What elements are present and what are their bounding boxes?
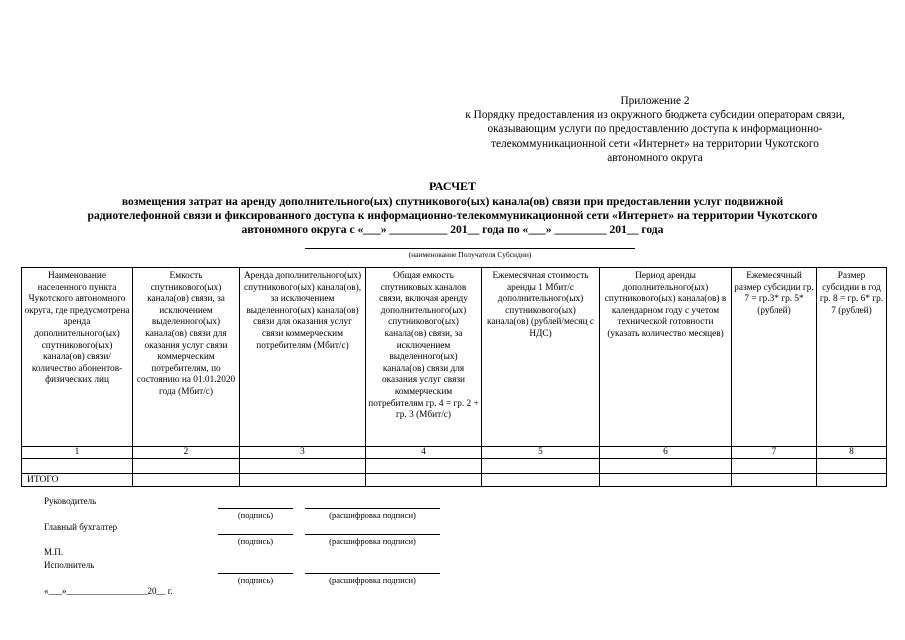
table-cell[interactable] xyxy=(600,474,732,487)
title-line: автономного округа с «___» __________ 201__ года по «___» _________ 201__ года xyxy=(241,223,664,236)
table-cell[interactable] xyxy=(482,474,600,487)
executor-sign-line[interactable] xyxy=(218,573,293,574)
header-cell: Ежемесячная стоимость аренды 1 Мбит/с дополнительного(ых) спутникового(ых) канала(ов) (рублей/месяц с НДС) xyxy=(482,268,600,447)
column-number-row xyxy=(22,447,887,459)
accountant-decode-line[interactable] xyxy=(305,534,440,535)
appendix-block xyxy=(405,94,905,165)
recipient-line xyxy=(305,248,635,249)
column-number: 4 xyxy=(366,447,482,459)
appendix-line: Приложение 2 xyxy=(620,95,690,107)
title-line: возмещения затрат на аренду дополнительного(ых) спутникового(ых) канала(ов) связи при предоставлении услуг подвижной xyxy=(121,195,784,208)
column-number: 2 xyxy=(133,447,240,459)
table-cell[interactable] xyxy=(240,474,366,487)
table-cell[interactable] xyxy=(817,474,887,487)
document-title xyxy=(0,179,905,237)
appendix-line: телекоммуникационной сети «Интернет» на территории Чукотского xyxy=(491,137,819,150)
accountant-sign-line[interactable] xyxy=(218,534,293,535)
appendix-line: оказывающим услуги по предоставлению доступа к информационно- xyxy=(487,123,823,136)
data-row xyxy=(22,459,887,474)
table-cell[interactable] xyxy=(366,459,482,474)
table-cell[interactable] xyxy=(240,459,366,474)
header-cell: Наименование населенного пункта Чукотского автономного округа, где предусмотрена аренда дополнительного(ых) спутникового(ых) канала(ов) связи/количество абонентов-физических лиц xyxy=(22,268,133,447)
decode-caption: (расшифровка подписи) xyxy=(329,575,416,585)
executor-label: Исполнитель xyxy=(44,560,95,570)
appendix-line: к Порядку предоставления из окружного бюджета субсидии операторам связи, xyxy=(465,109,845,122)
head-label: Руководитель xyxy=(44,496,97,506)
head-sign-line[interactable] xyxy=(218,508,293,509)
calculation-table xyxy=(21,267,887,487)
decode-caption: (расшифровка подписи) xyxy=(329,536,416,546)
head-decode-line[interactable] xyxy=(305,508,440,509)
table-cell[interactable] xyxy=(732,474,817,487)
column-number: 3 xyxy=(240,447,366,459)
column-number: 5 xyxy=(482,447,600,459)
header-cell: Ежемесячный размер субсидии гр. 7 = гр.3* гр. 5* (рублей) xyxy=(732,268,817,447)
appendix-line: автономного округа xyxy=(607,151,703,164)
table-cell[interactable] xyxy=(22,459,133,474)
date-line: «___»__________________20__ г. xyxy=(44,586,173,596)
table-cell[interactable] xyxy=(366,474,482,487)
sign-caption: (подпись) xyxy=(237,575,274,585)
recipient-caption: (наименование Получателя Субсидии) xyxy=(408,250,532,259)
table-cell[interactable] xyxy=(482,459,600,474)
header-cell: Размер субсидии в год гр. 8 = гр. 6* гр. 7 (рублей) xyxy=(817,268,887,447)
header-cell: Период аренды дополнительного(ых) спутникового(ых) канала(ов) в календарном году с учетом технической готовности (указать количество месяцев) xyxy=(600,268,732,447)
accountant-label: Главный бухгалтер xyxy=(44,522,118,532)
column-number: 1 xyxy=(22,447,133,459)
sign-caption: (подпись) xyxy=(237,510,274,520)
column-number: 7 xyxy=(732,447,817,459)
table-cell[interactable] xyxy=(600,459,732,474)
executor-decode-line[interactable] xyxy=(305,573,440,574)
total-label: ИТОГО xyxy=(22,474,133,487)
table-cell[interactable] xyxy=(133,474,240,487)
table-cell[interactable] xyxy=(732,459,817,474)
total-row xyxy=(22,474,887,487)
table-cell[interactable] xyxy=(817,459,887,474)
column-number: 6 xyxy=(600,447,732,459)
title-line: радиотелефонной связи и фиксированного доступа к информационно-телекоммуникационной сети «Интернет» на территории Чукотского xyxy=(87,209,818,222)
header-row xyxy=(22,268,887,447)
column-number: 8 xyxy=(817,447,887,459)
sign-caption: (подпись) xyxy=(237,536,274,546)
header-cell: Аренда дополнительного(ых) спутникового(ых) канала(ов), за исключением выделенного(ых) канала(ов) связи для оказания услуг связи коммерческим потребителям (Мбит/с) xyxy=(240,268,366,447)
header-cell: Общая емкость спутниковых каналов связи, включая аренду дополнительного(ых) спутникового(ых) канала(ов) связи, за исключением выделенного(ых) канала(ов) связи для оказания услуг связи коммерческим потребителям гр. 4 = гр. 2 + гр. 3 (Мбит/с) xyxy=(366,268,482,447)
stamp-label: М.П. xyxy=(44,547,64,557)
header-cell: Емкость спутникового(ых) канала(ов) связи, за исключением выделенного(ых) канала(ов) связи для оказания услуг связи коммерческим потребителям, по состоянию на 01.01.2020 года (Мбит/с) xyxy=(133,268,240,447)
decode-caption: (расшифровка подписи) xyxy=(329,510,416,520)
table-cell[interactable] xyxy=(133,459,240,474)
title-heading: РАСЧЕТ xyxy=(428,179,477,193)
